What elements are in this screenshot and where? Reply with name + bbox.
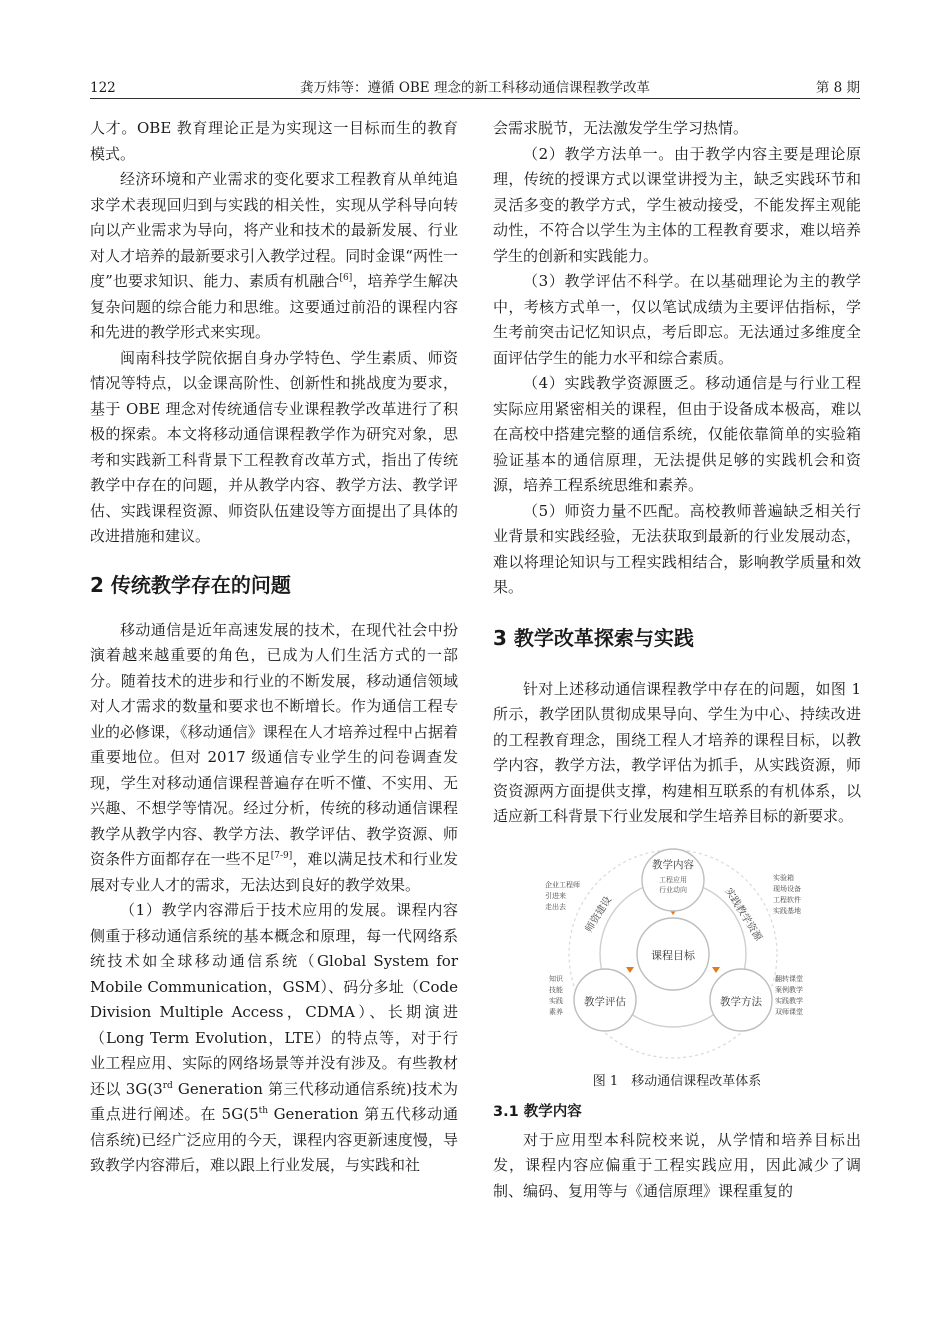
issue-number: 第 8 期 bbox=[815, 80, 860, 96]
svg-text:工程软件: 工程软件 bbox=[773, 895, 801, 904]
svg-text:实验箱: 实验箱 bbox=[773, 873, 794, 882]
svg-text:翻转课堂: 翻转课堂 bbox=[775, 974, 803, 983]
paragraph: 人才。OBE 教育理论正是为实现这一目标而生的教育模式。 bbox=[90, 119, 458, 163]
paragraph: 对于应用型本科院校来说，从学情和培养目标出发，课程内容应偏重于工程实践应用，因此减少了调制、编码、复用等与《通信原理》课程重复的 bbox=[493, 1130, 861, 1200]
right-column bbox=[493, 116, 861, 1204]
svg-text:走出去: 走出去 bbox=[545, 902, 566, 911]
svg-text:现场设备: 现场设备 bbox=[773, 884, 801, 893]
svg-text:企业工程师: 企业工程师 bbox=[545, 880, 580, 889]
reform-diagram bbox=[493, 838, 861, 1068]
paragraph: （2）教学方法单一。由于教学内容主要是理论原理，传统的授课方式以课堂讲授为主，缺乏实践环节和灵活多变的教学方式，学生被动接受，不能发挥主观能动性，不符合以学生为主体的工程教育要求，难以培养学生的创新和实践能力。 bbox=[493, 144, 861, 265]
svg-text:实践基地: 实践基地 bbox=[773, 906, 801, 915]
right-bottom-notes bbox=[775, 974, 803, 1016]
figure-caption: 图 1 移动通信课程改革体系 bbox=[592, 1073, 762, 1089]
page-number: 122 bbox=[90, 80, 116, 96]
paragraph: 会需求脱节，无法激发学生学习热情。 bbox=[493, 119, 749, 137]
svg-text:案例教学: 案例教学 bbox=[775, 985, 803, 994]
right-top-notes bbox=[773, 873, 801, 915]
running-header bbox=[90, 78, 860, 99]
center-label: 课程目标 bbox=[651, 948, 695, 962]
citation: [6] bbox=[339, 273, 353, 283]
left-top-notes bbox=[545, 880, 580, 911]
arc-label-practice-resources: 实践教学资源 bbox=[722, 885, 764, 943]
svg-text:实践教学: 实践教学 bbox=[775, 996, 803, 1005]
paragraph: 经济环境和产业需求的变化要求工程教育从单纯追求学术表现回归到与实践的相关性，实现从学科导向转向以产业需求为导向，将产业和技术的最新发展、行业对人才培养的最新要求引入教学过程。同时金课“两性一度”也要求知识、能力、素质有机融合[6]，培养学生解决复杂问题的综合能力和思维。这要通过前沿的课程内容和先进的教学形式来实现。 bbox=[90, 170, 458, 341]
left-column bbox=[90, 116, 458, 1179]
section-heading: 3 教学改革探索与实践 bbox=[493, 625, 694, 650]
node-top-sub2: 行业动向 bbox=[659, 885, 687, 894]
figure-1 bbox=[493, 838, 861, 1068]
citation: [7-9] bbox=[270, 851, 293, 861]
paragraph: 移动通信是近年高速发展的技术，在现代社会中扮演着越来越重要的角色，已成为人们生活方式的一部分。随着技术的进步和行业的不断发展，移动通信领域对人才需求的数量和要求也不断增长。作为通信工程专业的必修课，《移动通信》课程在人才培养过程中占据着重要地位。但对 2017 级通信专业学生的问卷调查发现，学生对移动通信课程普遍存在听不懂、不实用、无兴趣、不想学等情况。经过分析，传统的移动通信课程教学从教学内容、教学方法、教学评估、教学资源、师资条件方面都存在一些不足[7-9]，难以满足技术和行业发展对专业人才的需求，无法达到良好的教学效果。 bbox=[90, 620, 458, 894]
arrow-right bbox=[712, 967, 720, 973]
svg-text:双师课堂: 双师课堂 bbox=[775, 1007, 803, 1016]
node-top-label: 教学内容 bbox=[652, 858, 694, 871]
svg-text:实践: 实践 bbox=[549, 996, 563, 1005]
paragraph: 闽南科技学院依据自身办学特色、学生素质、师资情况等特点，以金课高阶性、创新性和挑战度为要求，基于 OBE 理念对传统通信专业课程教学改革进行了积极的探索。本文将移动通信课程教学作为研究对象，思考和实践新工科背景下工程教育改革方式，指出了传统教学中存在的问题，并从教学内容、教学方法、教学评估、实践课程资源、师资队伍建设等方面提出了具体的改进措施和建议。 bbox=[90, 348, 458, 545]
running-title: 龚万炜等：遵循 OBE 理念的新工科移动通信课程教学改革 bbox=[300, 80, 650, 96]
arrow-left bbox=[626, 967, 634, 973]
section-heading: 2 传统教学存在的问题 bbox=[90, 572, 291, 597]
paragraph: （5）师资力量不匹配。高校教师普遍缺乏相关行业背景和实践经验，无法获取到最新的行业发展动态，难以将理论知识与工程实践相结合，影响教学质量和效果。 bbox=[493, 501, 861, 596]
arc-label-faculty: 师资建设 bbox=[583, 894, 615, 935]
left-bottom-notes bbox=[549, 974, 564, 1016]
subsection-heading: 3.1 教学内容 bbox=[493, 1103, 582, 1120]
node-right-label: 教学方法 bbox=[720, 995, 762, 1008]
node-top-sub1: 工程应用 bbox=[659, 875, 687, 884]
node-left-label: 教学评估 bbox=[584, 995, 626, 1008]
paragraph: （1）教学内容滞后于技术应用的发展。课程内容侧重于移动通信系统的基本概念和原理，每一代网络系统技术如全球移动通信系统（Global System for Mobile Communication，GSM）、码分多址（Code Division Multiple Access，CDMA）、长期演进（Long Term Evolution，LTE）的特点等，对于行业工程应用、实际的网络场景等并没有涉及。有些教材还以 3G(3rd Generation 第三代移动通信系统)技术为重点进行阐述。在 5G(5th Generation 第五代移动通信系统)已经广泛应用的今天，课程内容更新速度慢，导致教学内容滞后，难以跟上行业发展，与实践和社 bbox=[90, 901, 458, 1174]
svg-text:引进来: 引进来 bbox=[545, 891, 566, 900]
paragraph: （4）实践教学资源匮乏。移动通信是与行业工程实际应用紧密相关的课程，但由于设备成本极高，难以在高校中搭建完整的通信系统，仅能依靠简单的实验箱验证基本的通信原理，无法提供足够的实践机会和资源，培养工程系统思维和素养。 bbox=[493, 374, 861, 494]
svg-text:知识: 知识 bbox=[549, 974, 563, 983]
paragraph: 针对上述移动通信课程教学中存在的问题，如图 1 所示，教学团队贯彻成果导向、学生为中心、持续改进的工程教育理念，围绕工程人才培养的课程目标，以教学内容，教学方法，教学评估为抓手，从实践资源，师资资源两方面提供支撑，构建相互联系的有机体系，以适应新工科背景下行业发展和学生培养目标的新要求。 bbox=[493, 679, 861, 825]
paragraph: （3）教学评估不科学。在以基础理论为主的教学中，考核方式单一，仅以笔试成绩为主要评估指标，学生考前突击记忆知识点，考后即忘。无法通过多维度全面评估学生的能力水平和综合素质。 bbox=[493, 272, 861, 367]
svg-text:技能: 技能 bbox=[549, 985, 563, 994]
svg-text:素养: 素养 bbox=[549, 1007, 563, 1016]
